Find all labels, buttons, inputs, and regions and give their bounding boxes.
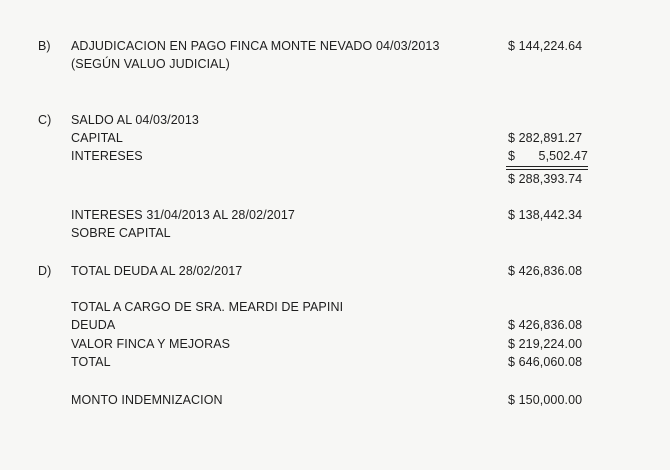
section-d-label: D) xyxy=(38,264,52,278)
total-label: TOTAL xyxy=(71,355,111,369)
intereses-label: INTERESES xyxy=(71,149,143,163)
section-d-title: TOTAL DEUDA AL 28/02/2017 xyxy=(71,264,243,278)
section-b-label: B) xyxy=(38,39,51,53)
valor-amount: $ 219,224.00 xyxy=(508,337,583,351)
valor-label: VALOR FINCA Y MEJORAS xyxy=(71,337,231,351)
intereses-currency: $ xyxy=(508,149,516,163)
section-c-label: C) xyxy=(38,113,52,127)
total-amount: $ 646,060.08 xyxy=(508,355,583,369)
intereses2-amount: $ 138,442.34 xyxy=(508,208,583,222)
intereses2-line2: SOBRE CAPITAL xyxy=(71,226,171,240)
section-b-amount: $ 144,224.64 xyxy=(508,39,583,53)
capital-amount: $ 282,891.27 xyxy=(508,131,583,145)
deuda-amount: $ 426,836.08 xyxy=(508,318,583,332)
monto-amount: $ 150,000.00 xyxy=(508,393,583,407)
subtotal-rule-lower xyxy=(506,169,588,170)
section-d-amount: $ 426,836.08 xyxy=(508,264,583,278)
deuda-label: DEUDA xyxy=(71,318,116,332)
subtotal-amount: $ 288,393.74 xyxy=(508,172,583,186)
intereses2-line1: INTERESES 31/04/2013 AL 28/02/2017 xyxy=(71,208,295,222)
section-b-line1: ADJUDICACION EN PAGO FINCA MONTE NEVADO 04/03/2013 xyxy=(71,39,440,53)
section-b-line2: (SEGÚN VALUO JUDICIAL) xyxy=(71,57,230,71)
section-c-title: SALDO AL 04/03/2013 xyxy=(71,113,199,127)
intereses-amount: 5,502.47 xyxy=(538,149,588,163)
monto-label: MONTO INDEMNIZACION xyxy=(71,393,223,407)
capital-label: CAPITAL xyxy=(71,131,123,145)
cargo-title: TOTAL A CARGO DE SRA. MEARDI DE PAPINI xyxy=(71,300,344,314)
subtotal-rule-upper xyxy=(506,166,588,167)
